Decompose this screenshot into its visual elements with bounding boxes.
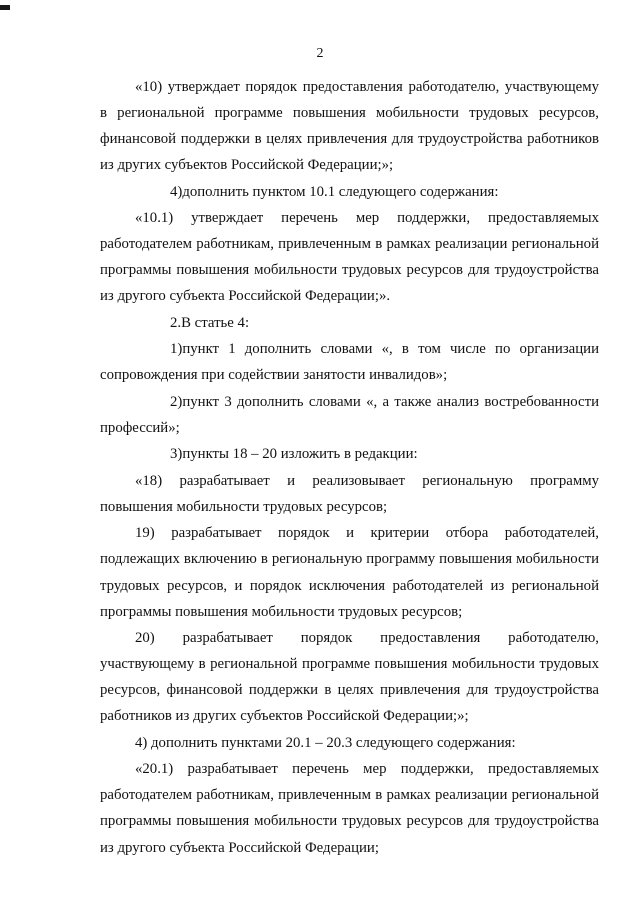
paragraph-text: «20.1) разрабатывает перечень мер поддержки, предоставляемых работодателем работникам, привлеченным в рамках реализации региональной программы повышения мобильности трудовых ресурсов для трудоустройства из другого субъекта Российской Федерации;: [100, 761, 599, 856]
paragraph-number: 1): [170, 341, 183, 358]
paragraph-amend-3: [100, 441, 599, 467]
paragraph-item-10: [100, 74, 599, 178]
paragraph-item-10-1: [100, 205, 599, 309]
paragraph-text: «10.1) утверждает перечень мер поддержки, предоставляемых работодателем работникам, привлеченным в рамках реализации региональной программы повышения мобильности трудовых ресурсов для трудоустройства из другого субъекта Российской Федерации;».: [100, 210, 599, 305]
edge-mark: [0, 5, 10, 10]
paragraph-article-4: [100, 310, 599, 336]
paragraph-item-18: [100, 468, 599, 520]
paragraph-text: 4) дополнить пунктами 20.1 – 20.3 следующего содержания:: [135, 734, 516, 751]
paragraph-item-19: [100, 520, 599, 624]
paragraph-text: пункты 18 – 20 изложить в редакции:: [182, 446, 418, 463]
paragraph-item-20-1: [100, 756, 599, 860]
paragraph-text: В статье 4:: [181, 314, 250, 331]
paragraph-amend-2: [100, 389, 599, 441]
paragraph-text: 19) разрабатывает порядок и критерии отбора работодателей, подлежащих включению в региональную программу повышения мобильности трудовых ресурсов, и порядок исключения работодателей из региональной программы повышения мобильности трудовых ресурсов;: [100, 525, 599, 620]
paragraph-text: 20) разрабатывает порядок предоставления работодателю, участвующему в региональной программе повышения мобильности трудовых ресурсов, финансовой поддержки в целях привлечения для трудоустройства работников из других субъектов Российской Федерации;»;: [100, 630, 599, 725]
paragraph-number: 2): [170, 393, 183, 410]
paragraph-text: пункт 1 дополнить словами «, в том числе по организации сопровождения при содействии занятости инвалидов»;: [100, 341, 599, 384]
paragraph-number: 4): [170, 183, 183, 200]
paragraph-number: 3): [170, 446, 183, 463]
page-number: 2: [316, 46, 324, 61]
paragraph-amend-4b: [100, 730, 599, 756]
paragraph-number: 2.: [170, 314, 182, 331]
paragraph-text: дополнить пунктом 10.1 следующего содержания:: [182, 183, 499, 200]
paragraph-text: «18) разрабатывает и реализовывает региональную программу повышения мобильности трудовых ресурсов;: [100, 472, 599, 515]
paragraph-text: пункт 3 дополнить словами «, а также анализ востребованности профессий»;: [100, 393, 599, 436]
paragraph-text: «10) утверждает порядок предоставления работодателю, участвующему в региональной программе повышения мобильности трудовых ресурсов, финансовой поддержки в целях привлечения для трудоустройства работников из других субъектов Российской Федерации;»;: [100, 79, 599, 174]
paragraph-amend-4: [100, 179, 599, 205]
paragraph-item-20: [100, 625, 599, 729]
document-body: [100, 74, 599, 861]
paragraph-amend-1: [100, 336, 599, 388]
